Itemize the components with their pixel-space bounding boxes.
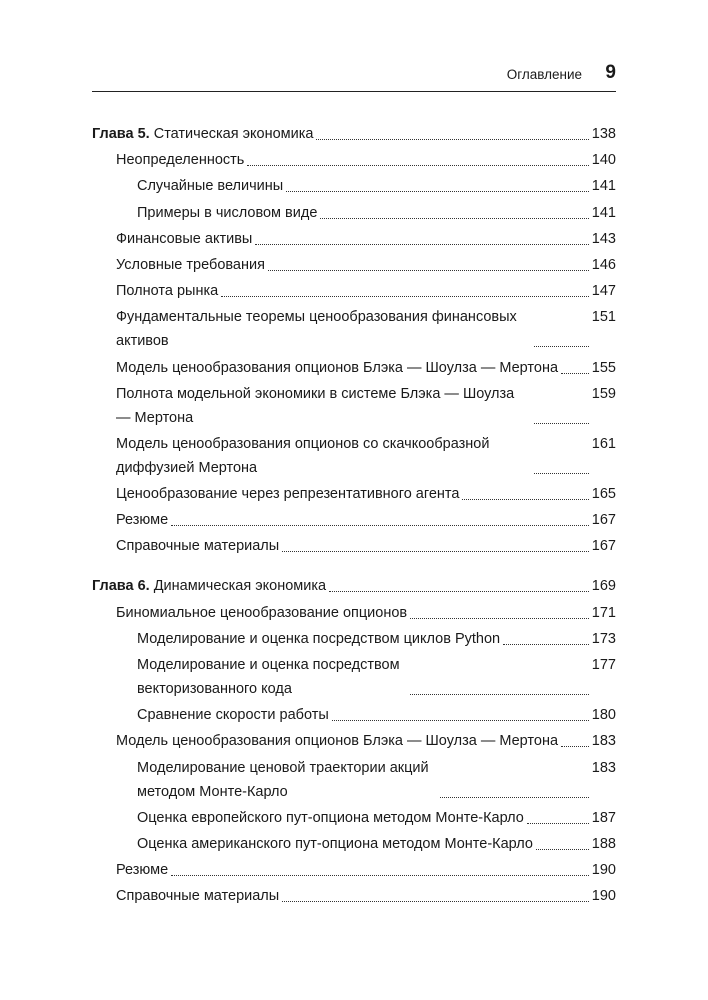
entry-title: Фундаментальные теоремы ценообразования финансовых активов xyxy=(116,309,517,350)
toc-entry[interactable] xyxy=(92,832,616,856)
entry-title: Модель ценообразования опционов Блэка — Шоулза — Мертона xyxy=(116,359,559,376)
page-number: 177 xyxy=(591,657,616,673)
page-number: 151 xyxy=(591,309,616,326)
toc-entry[interactable] xyxy=(92,508,616,532)
toc-entry[interactable] xyxy=(92,627,616,651)
toc-entry[interactable] xyxy=(92,253,616,277)
toc-entry[interactable] xyxy=(92,653,616,701)
toc-entry[interactable] xyxy=(92,279,616,303)
dot-leader xyxy=(462,498,588,500)
page-number: 187 xyxy=(591,809,616,826)
toc-entry[interactable] xyxy=(92,729,616,753)
dot-leader xyxy=(332,719,589,721)
dot-leader xyxy=(255,243,588,245)
entry-title: Моделирование ценовой траектории акций методом Монте-Карло xyxy=(137,759,429,800)
dot-leader xyxy=(440,796,589,798)
header-rule xyxy=(92,91,616,92)
page-number: 141 xyxy=(591,178,616,195)
page-number: 143 xyxy=(591,230,616,247)
page-number: 161 xyxy=(591,435,616,452)
dot-leader xyxy=(534,422,589,424)
chapter-title: Статическая экономика xyxy=(153,126,314,142)
entry-title: Модель ценообразования опционов Блэка — Шоулза — Мертона xyxy=(116,733,559,750)
entry-title: Неопределенность xyxy=(116,152,245,169)
page-number: 155 xyxy=(591,359,616,376)
dot-leader xyxy=(282,550,589,552)
page-number: 141 xyxy=(591,204,616,221)
dot-leader xyxy=(286,190,589,192)
dot-leader xyxy=(221,295,589,297)
toc-entry[interactable] xyxy=(92,148,616,172)
page-number: 180 xyxy=(591,707,616,724)
page-number: 183 xyxy=(591,733,616,750)
dot-leader xyxy=(316,138,588,140)
entry-title: Резюме xyxy=(116,512,169,529)
toc-entry[interactable] xyxy=(92,174,616,198)
entry-title: Оценка европейского пут-опциона методом Монте-Карло xyxy=(137,809,524,826)
toc-entry[interactable] xyxy=(92,806,616,830)
table-of-contents xyxy=(92,122,616,911)
dot-leader xyxy=(534,345,589,347)
page-number: 140 xyxy=(591,152,616,169)
toc-entry[interactable] xyxy=(92,227,616,251)
entry-title: Случайные величины xyxy=(137,178,284,195)
dot-leader xyxy=(171,524,589,526)
toc-entry[interactable] xyxy=(92,356,616,380)
page-number: 147 xyxy=(591,283,616,300)
page-number: 169 xyxy=(591,578,616,595)
toc-entry[interactable] xyxy=(92,703,616,727)
page-number: 167 xyxy=(591,538,616,555)
dot-leader xyxy=(561,745,589,747)
page-number: 167 xyxy=(591,512,616,529)
dot-leader xyxy=(171,874,589,876)
entry-title: Биномиальное ценообразование опционов xyxy=(116,604,408,621)
toc-entry[interactable] xyxy=(92,382,616,430)
dot-leader xyxy=(561,372,589,374)
chapter-prefix: Глава 6. xyxy=(92,578,150,595)
page-number: 146 xyxy=(591,256,616,273)
page-number: 173 xyxy=(591,630,616,647)
dot-leader xyxy=(503,643,589,645)
dot-leader xyxy=(527,822,589,824)
toc-entry[interactable] xyxy=(92,305,616,353)
toc-entry[interactable] xyxy=(92,756,616,804)
entry-title: Моделирование и оценка посредством циклов Python xyxy=(137,630,501,647)
entry-title: Справочные материалы xyxy=(116,538,280,555)
entry-title: Сравнение скорости работы xyxy=(137,707,329,724)
chapter-title: Динамическая экономика xyxy=(153,578,327,595)
entry-title: Условные требования xyxy=(116,256,265,273)
dot-leader xyxy=(536,848,589,850)
toc-entry[interactable] xyxy=(92,884,616,908)
entry-title: Полнота рынка xyxy=(116,283,219,300)
page-number: 183 xyxy=(591,759,616,776)
entry-title: Оценка американского пут-опциона методом Монте-Карло xyxy=(137,835,533,852)
dot-leader xyxy=(329,590,589,592)
header-page-number: 9 xyxy=(605,62,616,83)
toc-entry[interactable] xyxy=(92,201,616,225)
entry-title: Моделирование и оценка посредством векторизованного кода xyxy=(137,657,400,697)
dot-leader xyxy=(282,900,589,902)
dot-leader xyxy=(410,693,589,695)
page-number: 159 xyxy=(591,385,616,402)
entry-title: Финансовые активы xyxy=(116,230,253,247)
header-title: Оглавление xyxy=(506,67,582,82)
entry-title: Модель ценообразования опционов со скачкообразной диффузией Мертона xyxy=(116,435,490,476)
toc-entry[interactable] xyxy=(92,858,616,882)
page-number: 190 xyxy=(591,888,616,905)
entry-title: Резюме xyxy=(116,862,169,879)
running-header xyxy=(92,62,616,92)
page-number: 188 xyxy=(591,835,616,852)
page-number: 138 xyxy=(591,126,616,142)
entry-title: Полнота модельной экономики в системе Блэка — Шоулза — Мертона xyxy=(116,385,515,426)
toc-chapter-5[interactable] xyxy=(92,122,616,146)
dot-leader xyxy=(247,164,588,166)
chapter-prefix: Глава 5. xyxy=(92,126,150,142)
toc-entry[interactable] xyxy=(92,601,616,625)
page-number: 165 xyxy=(591,486,616,503)
page-number: 171 xyxy=(591,604,616,621)
toc-entry[interactable] xyxy=(92,534,616,558)
dot-leader xyxy=(320,217,588,219)
toc-entry[interactable] xyxy=(92,482,616,506)
entry-title: Примеры в числовом виде xyxy=(137,204,318,221)
page-number: 190 xyxy=(591,862,616,879)
entry-title: Ценообразование через репрезентативного агента xyxy=(116,486,460,503)
dot-leader xyxy=(534,472,589,474)
toc-chapter-6[interactable] xyxy=(92,574,616,598)
dot-leader xyxy=(268,269,589,271)
toc-entry[interactable] xyxy=(92,432,616,480)
dot-leader xyxy=(410,617,589,619)
entry-title: Справочные материалы xyxy=(116,888,280,905)
